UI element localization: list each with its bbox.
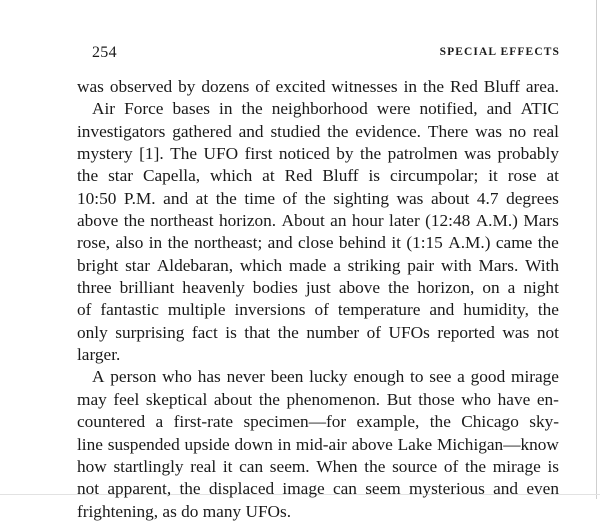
text-line: three brilliant heavenly bodies just above the horizon, on a night bbox=[77, 278, 559, 298]
text-line: not apparent, the displaced image can seem mysterious and even bbox=[77, 479, 559, 499]
text-line: how startlingly real it can seem. When the source of the mirage is bbox=[77, 456, 559, 476]
text-line: A person who has never been lucky enough to see a good mirage bbox=[92, 367, 559, 387]
body-text bbox=[77, 76, 559, 523]
text-line: Air Force bases in the neighborhood were notified, and ATIC bbox=[92, 99, 559, 119]
text-line: frightening, as do many UFOs. bbox=[77, 501, 292, 521]
text-line: line suspended upside down in mid-air above Lake Michigan—know bbox=[77, 434, 559, 454]
text-line: investigators gathered and studied the evidence. There was no real bbox=[77, 121, 559, 141]
text-line: of fantastic multiple inversions of temperature and humidity, the bbox=[77, 300, 559, 320]
text-line: the star Capella, which at Red Bluff is circumpolar; it rose at bbox=[77, 166, 559, 186]
page-right-edge bbox=[596, 0, 597, 499]
text-line: mystery [1]. The UFO first noticed by the patrolmen was probably bbox=[77, 144, 559, 164]
text-line: was observed by dozens of excited witnesses in the Red Bluff area. bbox=[77, 77, 559, 96]
text-line: 10:50 P.M. and at the time of the sighting was about 4.7 degrees bbox=[77, 188, 559, 208]
section-title: SPECIAL EFFECTS bbox=[439, 46, 560, 58]
text-line: may feel skeptical about the phenomenon. But those who have en- bbox=[77, 389, 559, 409]
text-line: above the northeast horizon. About an hour later (12:48 A.M.) Mars bbox=[77, 211, 559, 231]
text-line: countered a first-rate specimen—for example, the Chicago sky- bbox=[77, 412, 559, 432]
running-head bbox=[92, 44, 560, 64]
text-line: larger. bbox=[77, 345, 121, 365]
text-line: only surprising fact is that the number of UFOs reported was not bbox=[77, 322, 559, 342]
text-line: rose, also in the northeast; and close behind it (1:15 A.M.) came the bbox=[77, 233, 559, 253]
page-number: 254 bbox=[92, 44, 117, 61]
text-line: bright star Aldebaran, which made a striking pair with Mars. With bbox=[77, 255, 559, 275]
